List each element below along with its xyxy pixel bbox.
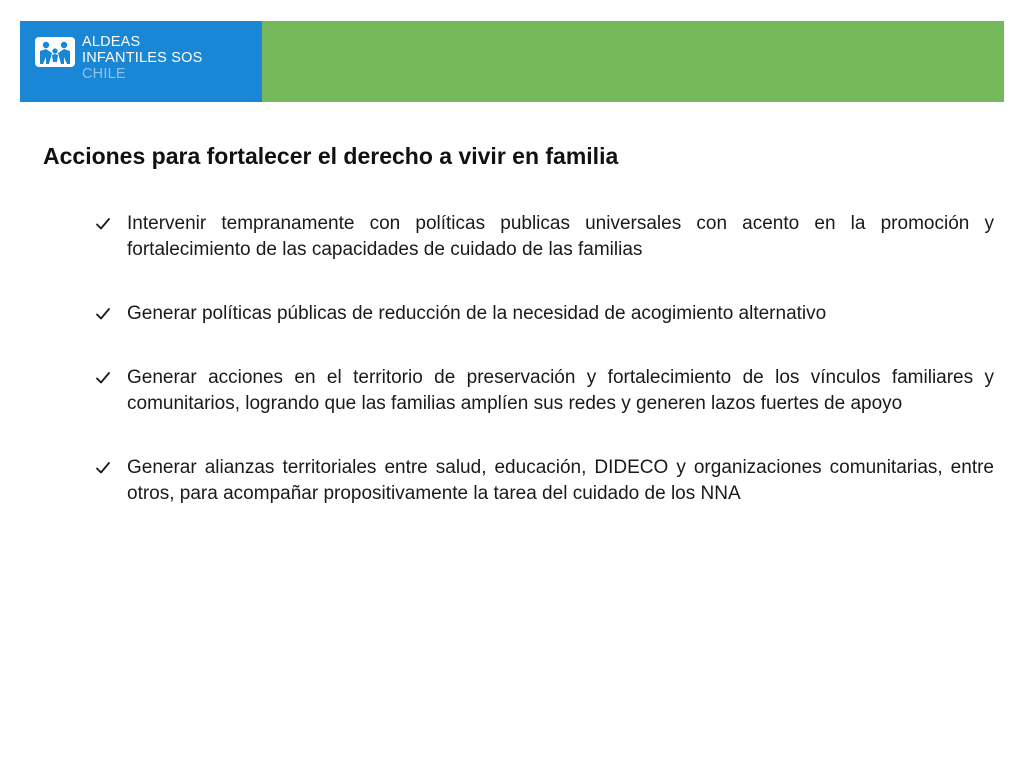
bullet-text: Generar acciones en el territorio de preservación y fortalecimiento de los vínculos familiares y comunitarios, logrando que las familias amplíen sus redes y generen lazos fuertes de apoyo [127,367,994,414]
header-banner [20,21,1004,102]
bullet-item [95,455,994,507]
slide-title: Acciones para fortalecer el derecho a vivir en familia [43,143,619,169]
bullet-item [95,211,994,263]
checkmark-icon [95,460,111,476]
checkmark-icon [95,370,111,386]
logo-wordmark [82,34,202,82]
logo-box [20,21,262,102]
logo-line-1: ALDEAS [82,34,141,50]
logo-line-3: CHILE [82,66,126,82]
bullet-text: Generar políticas públicas de reducción de la necesidad de acogimiento alternativo [127,303,827,324]
logo-line-2: INFANTILES SOS [82,50,203,66]
bullet-item [95,365,994,417]
bullet-text: Generar alianzas territoriales entre salud, educación, DIDECO y organizaciones comunitarias, entre otros, para acompañar propositivamente la tarea del cuidado de los NNA [127,457,994,504]
checkmark-icon [95,306,111,322]
sos-children-logo-icon [35,37,75,67]
bullet-text: Intervenir tempranamente con políticas publicas universales con acento en la promoción y fortalecimiento de las capacidades de cuidado de las familias [127,213,994,260]
bullet-list [95,211,994,545]
bullet-item [95,301,994,327]
checkmark-icon [95,216,111,232]
